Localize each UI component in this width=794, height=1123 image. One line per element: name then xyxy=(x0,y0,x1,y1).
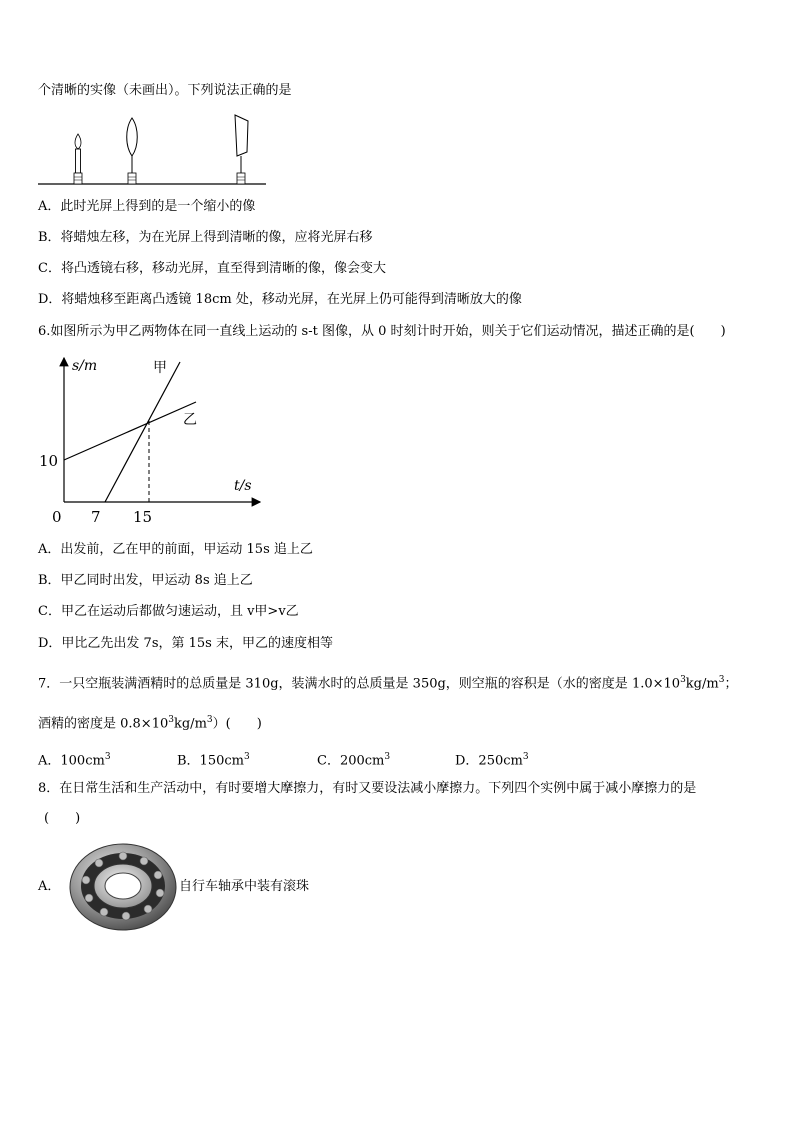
q7-stem-b: 酒精的密度是 0.8×10 xyxy=(38,716,169,732)
q8-option-a-text: 自行车轴承中装有滚珠 xyxy=(179,879,310,894)
q6-option-b: B．甲乙同时出发，甲运动 8s 追上乙 xyxy=(38,573,253,588)
light-screen xyxy=(235,115,248,184)
q7-option-a: A．$100cm^3$ xyxy=(38,752,111,769)
q7-option-d: D．$250cm^3$ xyxy=(455,752,529,769)
q7-stem-a-end: ； xyxy=(724,676,738,692)
q7-stem-b-end: ）( ) xyxy=(212,716,262,732)
x-tick-15: 15 xyxy=(133,508,153,526)
q6-option-c: C．甲乙在运动后都做匀速运动，且 v甲>v乙 xyxy=(38,604,299,619)
q7-option-b: B．$150cm^3$ xyxy=(177,752,250,769)
ball-bearing-image xyxy=(68,840,178,932)
q5-option-c: C．将凸透镜右移，移动光屏，直至得到清晰的像，像会变大 xyxy=(38,261,386,276)
q8-blank: ( ) xyxy=(44,811,81,826)
q7-stem-a: 7．一只空瓶装满酒精时的总质量是 310g，装满水时的总质量是 350g，则空瓶的容积是（水的密度是 1.0×10 xyxy=(38,676,681,692)
q6-option-a: A．出发前，乙在甲的前面，甲运动 15s 追上乙 xyxy=(38,542,313,557)
origin-label: 0 xyxy=(52,508,62,526)
convex-lens xyxy=(127,118,138,184)
x-axis-label: t/s xyxy=(234,478,252,494)
q7-stem-line2 xyxy=(38,711,262,733)
q6-stem: 6.如图所示为甲乙两物体在同一直线上运动的 s-t 图像，从 0 时刻计时开始，则关于它们运动情况，描述正确的是( ) xyxy=(38,324,726,339)
q8-option-a-label: A． xyxy=(38,879,61,894)
q7-stem-b-unit-exp: 3 xyxy=(206,715,213,725)
line-label-yi: 乙 xyxy=(183,412,197,428)
q6-option-d: D．甲比乙先出发 7s，第 15s 末，甲乙的速度相等 xyxy=(38,636,333,651)
q5-option-a: A．此时光屏上得到的是一个缩小的像 xyxy=(38,199,256,214)
q7-stem-a-unit: kg/m xyxy=(685,676,719,692)
q7-option-c: C．$200cm^3$ xyxy=(317,752,391,769)
q7-stem-b-unit: kg/m xyxy=(173,716,207,732)
candle xyxy=(74,134,82,184)
line-yi xyxy=(64,402,196,460)
q7-stem-line1 xyxy=(38,671,737,693)
x-tick-7: 7 xyxy=(91,508,101,526)
q7-stem-a-exp: 3 xyxy=(680,675,686,685)
q7-stem-a-unit-exp: 3 xyxy=(718,675,725,685)
line-label-jia: 甲 xyxy=(153,360,167,376)
y-axis-label: s/m xyxy=(72,358,98,374)
y-tick-10: 10 xyxy=(39,452,59,470)
q7-stem-b-exp: 3 xyxy=(168,715,174,725)
q5-option-d: D．将蜡烛移至距离凸透镜 18cm 处，移动光屏，在光屏上仍可能得到清晰放大的像 xyxy=(38,292,522,307)
q8-stem: 8．在日常生活和生产活动中，有时要增大摩擦力，有时又要设法减小摩擦力。下列四个实例中属于减小摩擦力的是 xyxy=(38,781,697,796)
optics-bench-figure xyxy=(36,112,268,188)
q5-stem: 个清晰的实像（未画出）。下列说法正确的是 xyxy=(38,83,292,98)
s-t-graph xyxy=(36,352,272,528)
q5-option-b: B．将蜡烛左移，为在光屏上得到清晰的像，应将光屏右移 xyxy=(38,230,373,245)
line-jia xyxy=(105,362,180,502)
